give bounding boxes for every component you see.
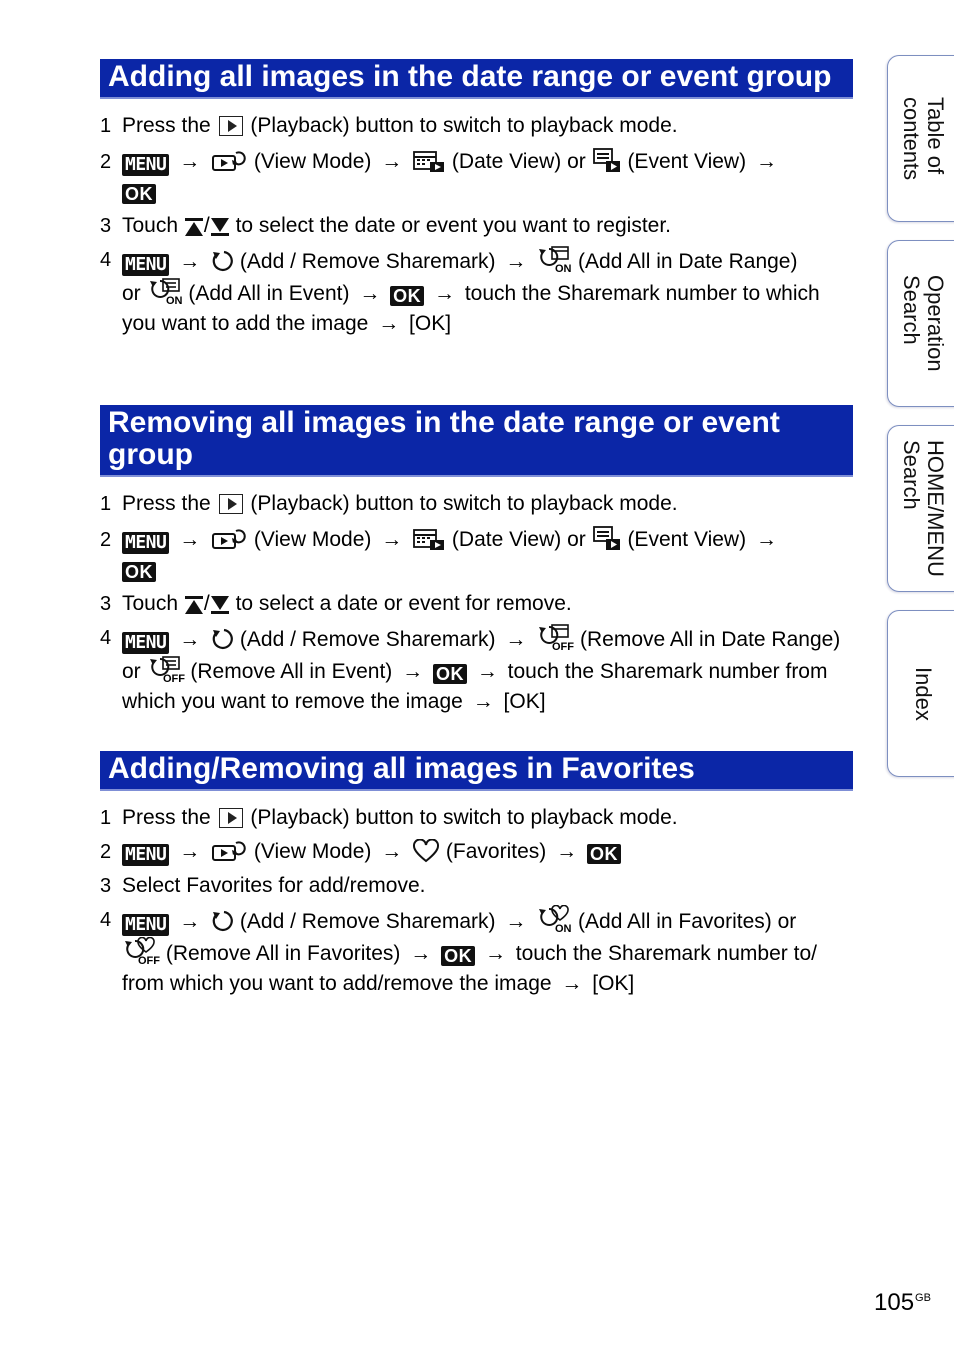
step: [100, 905, 853, 999]
step-text: (Remove All in Favorites): [165, 942, 401, 965]
arrow-icon: →: [556, 840, 578, 863]
menu-icon: MENU: [122, 254, 169, 276]
step-text: [OK]: [592, 972, 635, 995]
arrow-icon: →: [402, 660, 424, 683]
ok-icon: OK: [390, 286, 424, 306]
step-text: (Add All in Favorites) or: [578, 910, 797, 933]
step-text: (Event View): [627, 150, 747, 173]
playback-icon: [219, 494, 243, 514]
step: [100, 245, 853, 339]
step-text: Touch: [122, 214, 179, 237]
event-view-icon: [592, 147, 622, 173]
step-text: or: [122, 282, 141, 305]
step-text: (Date View) or: [451, 528, 586, 551]
step-text: (Add / Remove Sharemark): [239, 250, 496, 273]
playback-icon: [219, 116, 243, 136]
menu-icon: MENU: [122, 914, 169, 936]
arrow-icon: →: [755, 528, 777, 551]
slash: /: [203, 214, 210, 237]
step-text: Touch: [122, 592, 179, 615]
step-text: (Add All in Event): [188, 282, 350, 305]
next-icon: [210, 595, 230, 615]
remove-all-date-range-icon: [536, 623, 574, 651]
menu-icon: MENU: [122, 632, 169, 654]
ok-icon: OK: [441, 946, 475, 966]
ok-icon: OK: [587, 844, 621, 864]
arrow-icon: →: [476, 660, 498, 683]
arrow-icon: →: [381, 840, 403, 863]
step-text: touch the Sharemark number from which you want to remove the image: [122, 660, 828, 713]
arrow-icon: →: [505, 628, 527, 651]
section-heading: Removing all images in the date range or event group: [100, 405, 853, 477]
step-text: to select a date or event for remove.: [235, 592, 572, 615]
step-text: (Add All in Date Range): [578, 250, 798, 273]
step-number: 3: [100, 215, 112, 237]
tab-label: Operation Search: [899, 275, 948, 372]
menu-icon: MENU: [122, 844, 169, 866]
view-mode-icon: [210, 149, 248, 173]
step-text: Press the: [122, 492, 211, 515]
add-all-favorites-icon: [536, 905, 572, 933]
page-number-suffix: GB: [915, 1292, 931, 1304]
tab-operation-search[interactable]: [887, 240, 954, 407]
step: [100, 147, 853, 207]
step-number: 1: [100, 115, 112, 137]
arrow-icon: →: [381, 150, 403, 173]
arrow-icon: →: [378, 312, 400, 335]
playback-icon: [219, 808, 243, 828]
step-number: 2: [100, 841, 112, 863]
sharemark-icon: [210, 909, 234, 933]
arrow-icon: →: [755, 150, 777, 173]
tab-table-of-contents[interactable]: [887, 55, 954, 222]
remove-all-event-icon: [147, 655, 185, 683]
arrow-icon: →: [484, 942, 506, 965]
step-text: (Remove All in Date Range) or: [122, 628, 841, 683]
step: [100, 589, 853, 619]
section-heading: Adding/Removing all images in Favorites: [100, 751, 853, 791]
remove-all-favorites-icon: [122, 937, 160, 965]
section-adding-date-range: [100, 59, 853, 339]
date-view-icon: [412, 527, 446, 551]
arrow-icon: →: [434, 282, 455, 305]
step-number: 4: [100, 909, 112, 931]
step-text: (View Mode): [253, 150, 372, 173]
step-number: 4: [100, 627, 112, 649]
arrow-icon: →: [179, 840, 201, 863]
step-text: (Playback) button to switch to playback mode.: [250, 114, 678, 137]
menu-icon: MENU: [122, 532, 169, 554]
step-text: (Playback) button to switch to playback mode.: [250, 806, 678, 829]
arrow-icon: →: [381, 528, 403, 551]
arrow-icon: →: [359, 282, 381, 305]
tab-index[interactable]: [887, 610, 954, 777]
tab-label: Table of contents: [899, 96, 948, 181]
heart-icon: [412, 839, 440, 863]
step-text: [OK]: [409, 312, 452, 335]
slash: /: [203, 592, 210, 615]
arrow-icon: →: [505, 910, 527, 933]
view-mode-icon: [210, 839, 248, 863]
ok-icon: OK: [122, 562, 156, 582]
ok-icon: OK: [122, 184, 156, 204]
svg-text:ON: ON: [165, 295, 183, 305]
section-heading: Adding all images in the date range or event group: [100, 59, 853, 99]
step-text: [OK]: [503, 690, 546, 713]
previous-icon: [184, 217, 204, 237]
step-text: (Favorites): [445, 840, 547, 863]
step: [100, 837, 853, 867]
step-text: (Playback) button to switch to playback mode.: [250, 492, 678, 515]
step-text: Select Favorites for add/remove.: [122, 874, 426, 897]
step-number: 2: [100, 529, 112, 551]
svg-text:ON: ON: [555, 923, 572, 933]
step-text: touch the Sharemark number to which you want to add the image: [122, 282, 820, 335]
sharemark-icon: [210, 249, 234, 273]
step-number: 1: [100, 493, 112, 515]
step-text: (View Mode): [253, 840, 372, 863]
step: [100, 803, 853, 833]
page-number-value: 105: [874, 1289, 915, 1316]
step-number: 2: [100, 151, 112, 173]
step-text: Press the: [122, 806, 211, 829]
step-number: 1: [100, 807, 112, 829]
section-removing-date-range: [100, 405, 853, 717]
svg-text:ON: ON: [555, 263, 572, 273]
event-view-icon: [592, 525, 622, 551]
step-text: to select the date or event you want to register.: [235, 214, 671, 237]
step: [100, 489, 853, 519]
step-number: 4: [100, 249, 112, 271]
step-text: (Date View) or: [451, 150, 586, 173]
step: [100, 871, 853, 901]
step: [100, 623, 853, 717]
step-text: touch the Sharemark number to/ from which you want to add/remove the image: [122, 942, 817, 995]
menu-icon: MENU: [122, 154, 169, 176]
step-text: Press the: [122, 114, 211, 137]
arrow-icon: →: [179, 628, 201, 651]
section-favorites: [100, 751, 853, 999]
step: [100, 525, 853, 585]
step: [100, 211, 853, 241]
step-text: (Remove All in Event): [190, 660, 393, 683]
tab-home-menu-search[interactable]: [887, 425, 954, 592]
svg-text:OFF: OFF: [162, 673, 185, 683]
step: [100, 111, 853, 141]
svg-text:OFF: OFF: [138, 955, 160, 965]
sharemark-icon: [210, 627, 234, 651]
step-text: (Add / Remove Sharemark): [239, 910, 496, 933]
arrow-icon: →: [505, 250, 527, 273]
view-mode-icon: [210, 527, 248, 551]
ok-icon: OK: [433, 664, 467, 684]
step-text: (Add / Remove Sharemark): [239, 628, 496, 651]
arrow-icon: →: [179, 528, 201, 551]
tab-label: Index: [911, 666, 936, 721]
add-all-date-range-icon: [536, 245, 572, 273]
tab-label: HOME/MENU Search: [899, 440, 948, 577]
add-all-event-icon: [147, 277, 183, 305]
arrow-icon: →: [410, 942, 432, 965]
arrow-icon: →: [179, 150, 201, 173]
arrow-icon: →: [472, 690, 494, 713]
arrow-icon: →: [179, 910, 201, 933]
step-text: (Event View): [627, 528, 747, 551]
next-icon: [210, 217, 230, 237]
date-view-icon: [412, 149, 446, 173]
step-number: 3: [100, 593, 112, 615]
step-number: 3: [100, 875, 112, 897]
step-text: (View Mode): [253, 528, 372, 551]
previous-icon: [184, 595, 204, 615]
arrow-icon: →: [179, 250, 201, 273]
arrow-icon: →: [561, 972, 583, 995]
svg-text:OFF: OFF: [552, 641, 575, 651]
page-number: [874, 1289, 931, 1317]
